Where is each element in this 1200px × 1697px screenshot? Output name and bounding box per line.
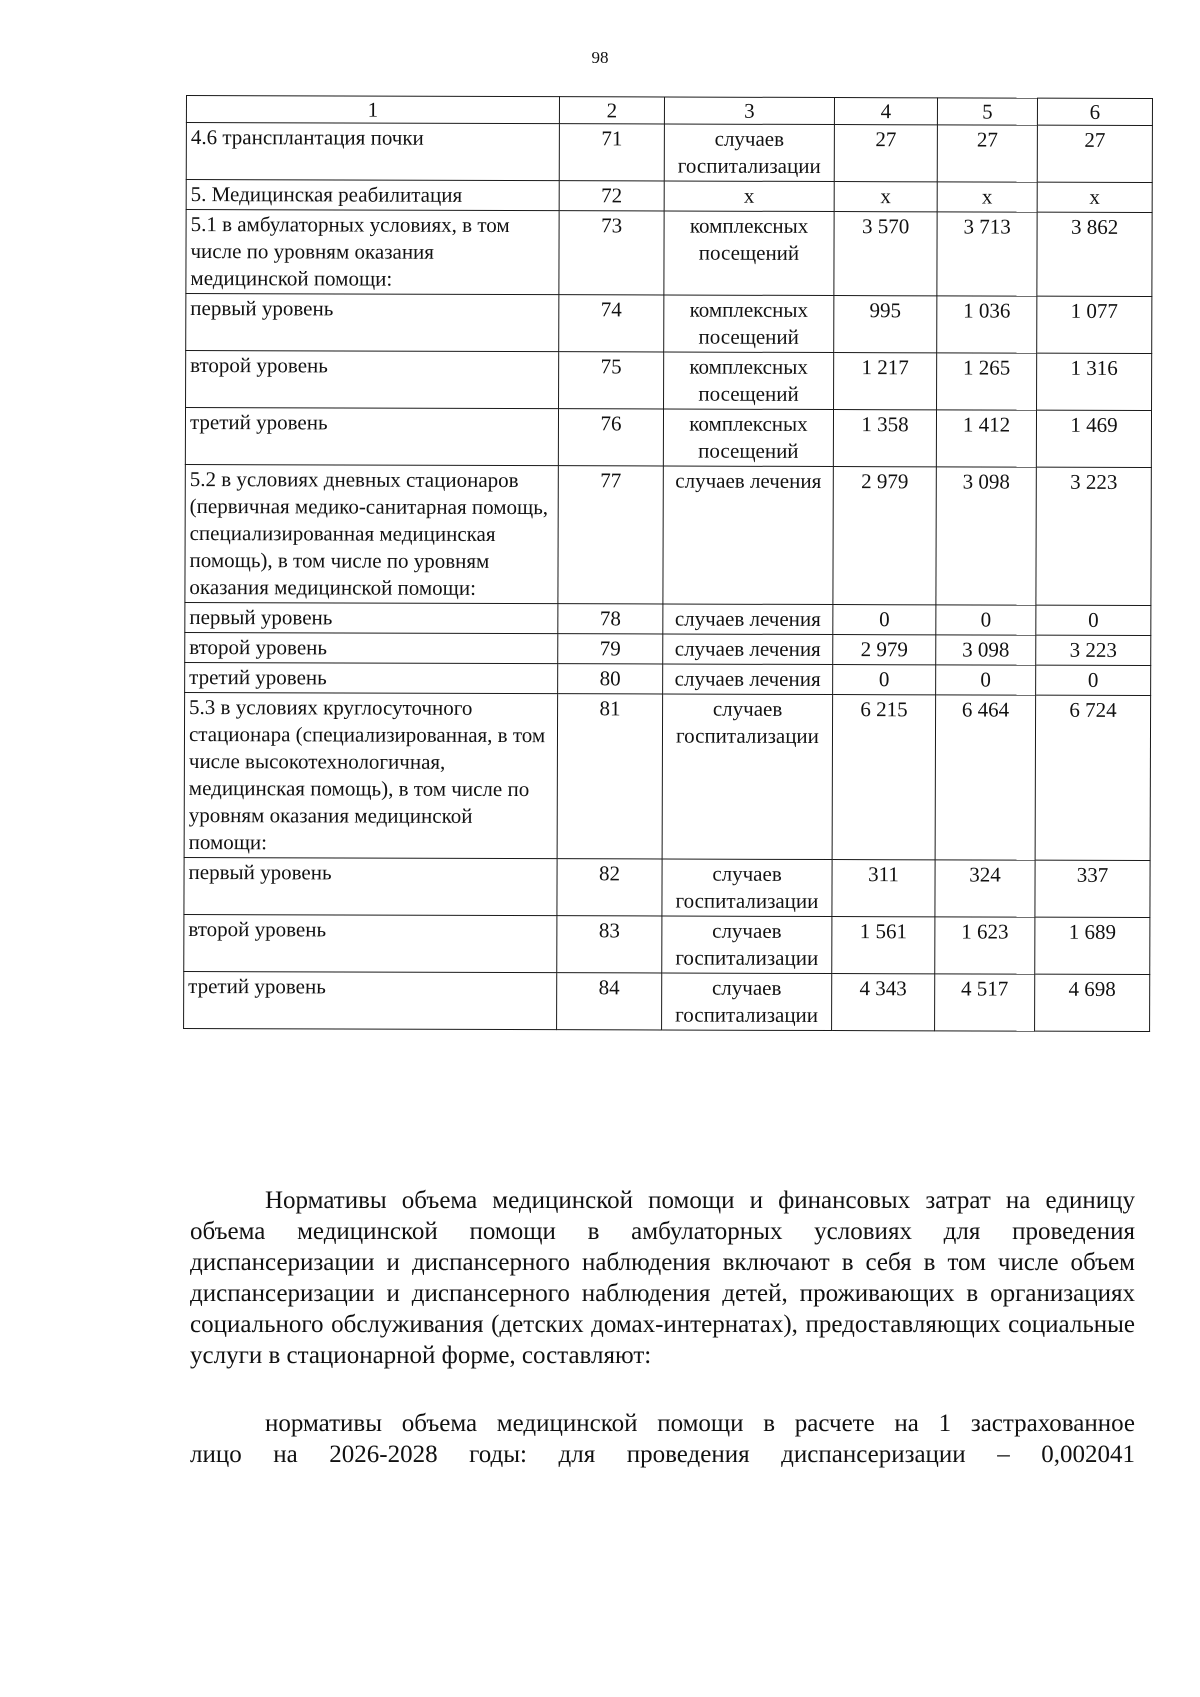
value-cell: 0 bbox=[1036, 605, 1151, 635]
unit-cell: случаев лечения bbox=[663, 634, 833, 665]
paragraph-normatives: Нормативы объема медицинской помощи и финансовых затрат на единицу объема медицинской помощи в амбулаторных условиях для проведения диспансеризации и диспансерного наблюдения включают в себя в том числе объем диспансеризации и диспансерного наблюдения детей, проживающих в организациях социального обслуживания (детских домах-интернатах), предоставляющих социальные услуги в стационарной форме, составляют: bbox=[190, 1187, 1135, 1369]
value-cell: 6 215 bbox=[832, 695, 936, 860]
header-cell: 2 bbox=[559, 97, 664, 124]
value-cell: 1 412 bbox=[936, 410, 1036, 467]
value-cell: 3 098 bbox=[936, 635, 1036, 665]
value-cell: 3 713 bbox=[937, 212, 1037, 296]
unit-cell: комплексных посещений bbox=[664, 211, 834, 296]
value-cell: 0 bbox=[833, 605, 936, 635]
value-cell: 4 517 bbox=[935, 974, 1035, 1031]
row-name-cell: второй уровень bbox=[184, 914, 557, 972]
value-cell: 4 343 bbox=[832, 974, 935, 1031]
row-number-cell: 78 bbox=[558, 604, 663, 634]
paragraph-line: нормативы объема медицинской помощи в расчете на 1 застрахованное bbox=[265, 1410, 1135, 1437]
row-number-cell: 73 bbox=[559, 211, 664, 295]
row-name-cell: второй уровень bbox=[185, 632, 558, 663]
paragraph-line: лицо на 2026-2028 годы: для проведения диспансеризации – 0,002041 bbox=[190, 1441, 1135, 1468]
header-cell: 4 bbox=[834, 98, 937, 125]
row-number-cell: 72 bbox=[559, 181, 664, 211]
page-number: 98 bbox=[591, 48, 609, 67]
header-cell: 1 bbox=[186, 96, 559, 124]
value-cell: 337 bbox=[1035, 860, 1150, 917]
value-cell: 4 698 bbox=[1035, 974, 1150, 1031]
value-cell: 27 bbox=[1037, 125, 1152, 182]
value-cell: 1 316 bbox=[1037, 353, 1152, 410]
table-row bbox=[186, 180, 1152, 213]
unit-cell: комплексных посещений bbox=[664, 352, 834, 410]
unit-cell: случаев госпитализации bbox=[662, 859, 832, 917]
row-number-cell: 80 bbox=[558, 664, 663, 694]
table-row bbox=[184, 857, 1150, 917]
value-cell: 0 bbox=[1036, 665, 1151, 695]
header-cell: 6 bbox=[1037, 98, 1152, 125]
row-name-cell: второй уровень bbox=[186, 351, 559, 409]
table-row bbox=[185, 408, 1151, 468]
value-cell: 0 bbox=[936, 665, 1036, 695]
table-row bbox=[185, 602, 1151, 635]
value-cell: 3 098 bbox=[936, 467, 1036, 605]
table-row bbox=[184, 692, 1151, 860]
unit-cell: случаев лечения bbox=[663, 604, 833, 635]
row-number-cell: 82 bbox=[557, 859, 662, 916]
value-cell: х bbox=[937, 182, 1037, 212]
value-cell: 1 358 bbox=[833, 410, 936, 467]
unit-cell: случаев лечения bbox=[663, 466, 833, 605]
row-name-cell: первый уровень bbox=[185, 602, 558, 633]
row-number-cell: 77 bbox=[558, 466, 663, 604]
row-name-cell: 5.2 в условиях дневных стационаров (первичная медико-санитарная помощь, специализированная медицинская помощь), в том числе по уровням оказания медицинской помощи: bbox=[185, 464, 558, 603]
value-cell: 1 623 bbox=[935, 917, 1035, 974]
table-row bbox=[186, 351, 1152, 411]
unit-cell: х bbox=[664, 181, 834, 212]
value-cell: 27 bbox=[937, 125, 1037, 182]
value-cell: 3 223 bbox=[1036, 467, 1151, 605]
table-row bbox=[185, 632, 1151, 665]
value-cell: 3 223 bbox=[1036, 635, 1151, 665]
table-row bbox=[186, 210, 1152, 297]
row-name-cell: первый уровень bbox=[184, 857, 557, 915]
row-name-cell: 4.6 трансплантация почки bbox=[186, 123, 559, 181]
unit-cell: случаев госпитализации bbox=[662, 694, 833, 860]
value-cell: 2 979 bbox=[833, 467, 936, 605]
table-row bbox=[186, 123, 1152, 183]
row-name-cell: первый уровень bbox=[186, 294, 559, 352]
value-cell: 995 bbox=[834, 296, 937, 353]
value-cell: 27 bbox=[834, 125, 937, 182]
value-cell: 1 077 bbox=[1037, 296, 1152, 353]
value-cell: х bbox=[1037, 182, 1152, 212]
row-number-cell: 83 bbox=[557, 916, 662, 973]
table-row bbox=[184, 971, 1150, 1031]
value-cell: х bbox=[834, 182, 937, 212]
row-number-cell: 81 bbox=[557, 694, 663, 859]
value-cell: 0 bbox=[936, 605, 1036, 635]
unit-cell: случаев госпитализации bbox=[662, 973, 832, 1031]
header-cell: 3 bbox=[664, 97, 834, 125]
value-cell: 1 561 bbox=[832, 917, 935, 974]
header-cell: 5 bbox=[937, 98, 1037, 125]
row-number-cell: 71 bbox=[559, 124, 664, 181]
unit-cell: комплексных посещений bbox=[663, 409, 833, 467]
row-name-cell: 5.3 в условиях круглосуточного стационара (специализированная, в том числе высокотехнологичная, медицинская помощь), в том числе по уровням оказания медицинской помощи: bbox=[184, 692, 558, 858]
row-number-cell: 74 bbox=[559, 295, 664, 352]
unit-cell: случаев госпитализации bbox=[662, 916, 832, 974]
value-cell: 1 689 bbox=[1035, 917, 1150, 974]
unit-cell: случаев лечения bbox=[663, 664, 833, 695]
row-number-cell: 79 bbox=[558, 634, 663, 664]
row-name-cell: третий уровень bbox=[184, 971, 557, 1029]
unit-cell: комплексных посещений bbox=[664, 295, 834, 353]
value-cell: 6 724 bbox=[1035, 695, 1151, 860]
value-cell: 1 217 bbox=[834, 353, 937, 410]
value-cell: 324 bbox=[935, 860, 1035, 917]
data-table bbox=[183, 95, 1153, 1032]
row-number-cell: 84 bbox=[557, 973, 662, 1030]
value-cell: 3 570 bbox=[834, 212, 937, 296]
row-number-cell: 75 bbox=[559, 352, 664, 409]
unit-cell: случаев госпитализации bbox=[664, 124, 834, 182]
value-cell: 1 265 bbox=[937, 353, 1037, 410]
table-row bbox=[184, 914, 1150, 974]
table-row bbox=[185, 464, 1151, 605]
row-name-cell: третий уровень bbox=[185, 662, 558, 693]
value-cell: 6 464 bbox=[935, 695, 1036, 860]
value-cell: 0 bbox=[833, 665, 936, 695]
paragraph-normatives-volume bbox=[190, 1408, 1135, 1470]
table-row bbox=[185, 662, 1151, 695]
table-header-row bbox=[186, 96, 1152, 126]
row-name-cell: 5.1 в амбулаторных условиях, в том числе по уровням оказания медицинской помощи: bbox=[186, 210, 559, 295]
value-cell: 1 469 bbox=[1036, 410, 1151, 467]
row-number-cell: 76 bbox=[558, 409, 663, 466]
value-cell: 2 979 bbox=[833, 635, 936, 665]
value-cell: 1 036 bbox=[937, 296, 1037, 353]
value-cell: 311 bbox=[832, 860, 935, 917]
row-name-cell: третий уровень bbox=[185, 408, 558, 466]
row-name-cell: 5. Медицинская реабилитация bbox=[186, 180, 559, 211]
value-cell: 3 862 bbox=[1037, 212, 1152, 296]
table-row bbox=[186, 294, 1152, 354]
